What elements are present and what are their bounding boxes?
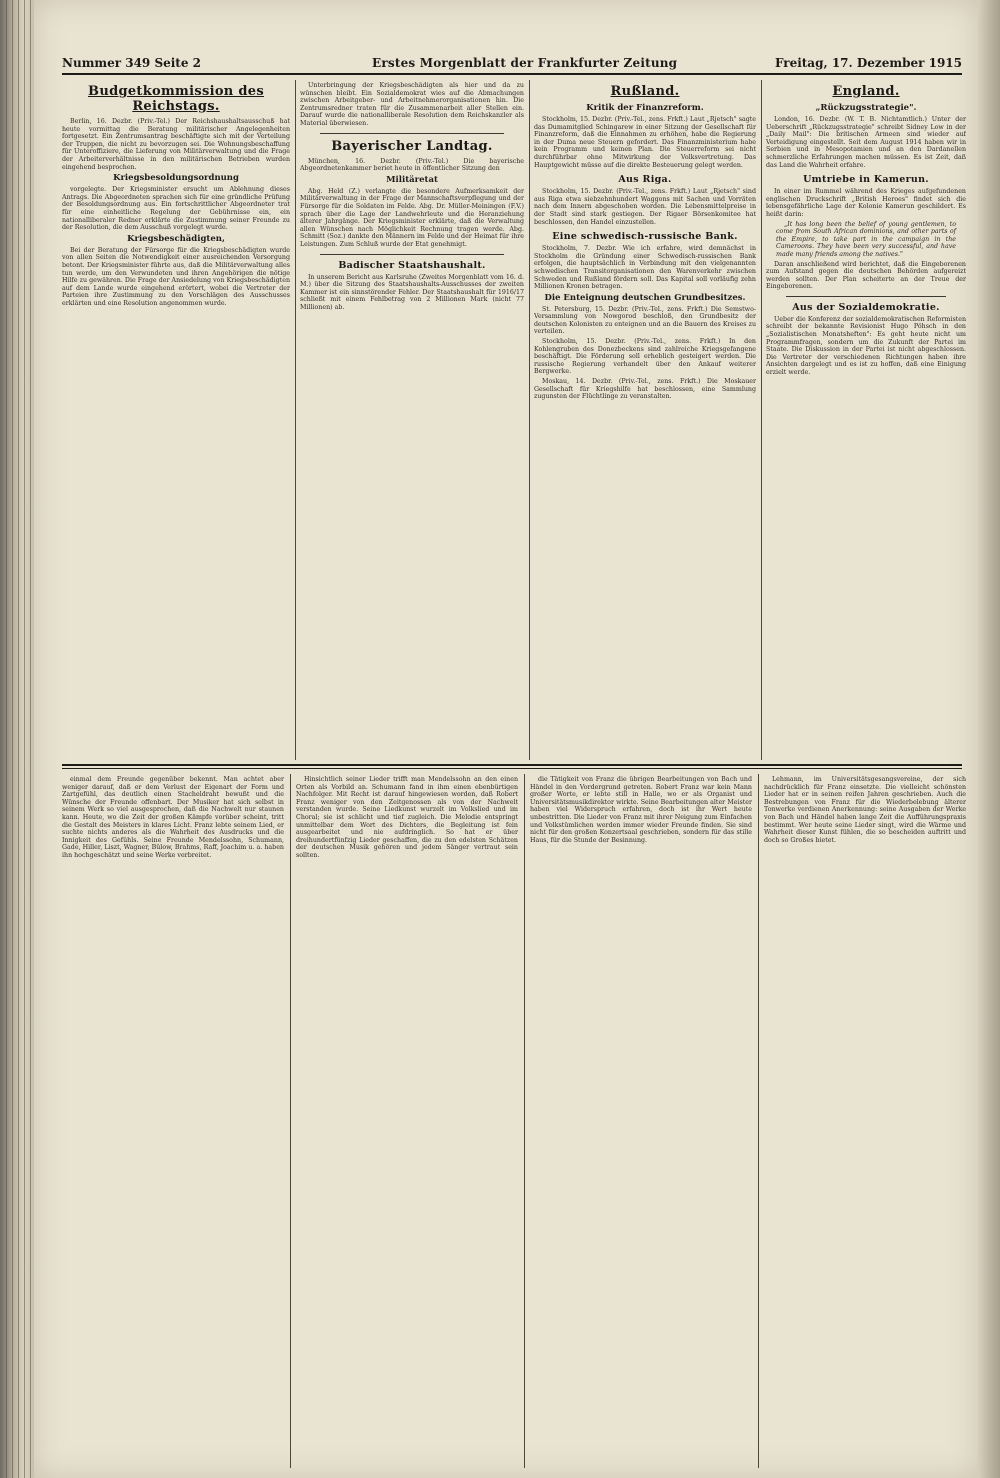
feuilleton-rule [62,764,962,766]
headline-budget-commission: Budgetkommission des Reichstags. [88,84,264,114]
article-paragraph: Stockholm, 15. Dezbr. (Priv.-Tel., zens. Frkft.) In den Kohlengruben des Donezbeckens sind zahlreiche Kriegsgefangene beschäftigt. Die Förderung soll erheblich gesteigert werden. Die russische Regierung verhandelt über den Ankauf weiterer Bergwerke. [534,338,756,376]
subheading-expropriation: Die Enteignung deutschen Grundbesitzes. [544,292,746,303]
article-paragraph: Abg. Held (Z.) verlangte die besondere Aufmerksamkeit der Militärverwaltung in der Frage der Mannschaftsverpflegung und der Fürsorge für die Soldaten im Felde. Abg. Dr. Müller-Meiningen (F.V.) sprach über die Lage der Landwehrleute und die Heranziehung älterer Jahrgänge. Der Kriegsminister erklärte, daß die Verwaltung allen Wünschen nach Möglichkeit Rechnung tragen werde. Abg. Schmitt (Soz.) dankte den Männern im Felde und der Heimat für ihre Leistungen. Zum Schluß wurde der Etat genehmigt. [300,187,524,248]
feuilleton-column-2 [296,776,518,1466]
headline-russia: Rußland. [610,84,680,99]
column-divider [524,774,525,1468]
article-paragraph: Stockholm, 15. Dezbr. (Priv.-Tel., zens. Frkft.) Laut „Rjetsch" sagte das Dumamitglied Schingarew in einer Sitzung der Gesellschaft für Finanzreform, daß die Einnahmen zu erhöhen, habe die Regierung in der Duma neue Steuern gefordert. Das Finanzministerium habe kein Programm und keinen Plan. Die Steuerreform sei nicht durchführbar ohne Mitwirkung der Volksvertretung. Das Hauptgewicht müsse auf die direkte Besteuerung gelegt werden. [534,116,756,169]
column-budget-commission [62,82,290,758]
column-bavaria-baden [300,82,524,758]
english-quote: „It has long been the belief of young gentlemen, to come from South African dominions, and other parts of the Empire, to take part in the campaign in the Cameroons. They have been very successful, and have made many friends among the natives." [776,220,956,258]
article-paragraph: Unterbringung der Kriegsbeschädigten als hier und da zu wünschen bleibt. Ein Sozialdemokrat wies auf die Abmachungen zwischen Arbeitgeber- und Arbeitnehmerorganisationen hin. Die Zentrumsredner traten für die Zusammenarbeit aller Stellen ein. Darauf wurde die nationalliberale Resolution dem Reichskanzler als Material überwiesen. [300,82,524,127]
headline-england: England. [832,84,900,99]
subheading-retreat-strategy: „Rückzugsstrategie". [815,103,917,113]
headline-baden-budget: Badischer Staatshaushalt. [338,259,486,271]
subheading-kriegsbeschaedigte: Kriegsbeschädigten, [127,233,225,244]
article-paragraph: London, 16. Dezbr. (W. T. B. Nichtamtlich.) Unter der Ueberschrift „Rückzugsstrategie" schreibt Sidney Low in der „Daily Mail": Die britischen Armeen sind wieder auf Verteidigung eingestellt. Seit dem August 1914 haben wir in Serbien und in Mesopotamien und an den Dardanellen schmerzliche Erfahrungen machen müssen. Es ist Zeit, daß das Land die Wahrheit erfahre. [766,116,966,169]
column-divider [529,80,530,760]
book-binding [0,0,34,1478]
headline-bavarian-landtag: Bayerischer Landtag. [331,138,493,154]
column-divider [758,774,759,1468]
article-paragraph: Moskau, 14. Dezbr. (Priv.-Tel., zens. Frkft.) Die Moskauer Gesellschaft für Kriegshilfe hat beschlossen, eine Sammlung zugunsten der Flüchtlinge zu veranstalten. [534,378,756,401]
subheading-militaeretat: Militäretat [386,174,438,185]
subheading-finance-reform: Kritik der Finanzreform. [586,103,704,113]
feuilleton-rule-thin [62,768,962,769]
page-edge [978,0,1000,1478]
feuilleton-paragraph: Lehmann, im Universitätsgesangsvereine, der sich nachdrücklich für Franz einsetzte. Die vielleicht schönsten Lieder hat er in seinen reifen Jahren geschrieben. Auch die Bestrebungen von Franz für die Wiederbelebung älterer Tonwerke verdienen Anerkennung: seine Ausgaben der Werke von Bach und Händel haben lange Zeit die Aufführungspraxis bestimmt. Wer heute seine Lieder singt, wird die Wärme und Wahrheit dieser Kunst fühlen, die so bescheiden auftritt und doch so Großes bietet. [764,776,966,844]
subheading-riga: Aus Riga. [618,174,672,186]
article-paragraph: Stockholm, 15. Dezbr. (Priv.-Tel., zens. Frkft.) Laut „Rjetsch" sind aus Riga etwa siebzehnhundert Waggons mit Sachen und Vorräten nach dem Innern abgeschoben worden. Die Lebensmittelpreise in der Stadt sind stark gestiegen. Der Rigaer Börsenkomitee hat beschlossen, den Handel einzustellen. [534,188,756,226]
masthead [62,52,962,72]
feuilleton-paragraph: einmal dem Freunde gegenüber bekennt. Man achtet aber weniger darauf, daß er dem Verlust der Eigenart der Form und Zartgefühl, das deutlich einen Stacheldraht bewußt und die Wünsche der Freunde offenbart. Der Musiker hat sich selbst in seinem Werk so viel ausgesprochen, daß die Nachwelt nur staunen kann. Heute, wo die Zeit der großen Kämpfe vorüber scheint, tritt die Gestalt des Meisters in klares Licht. Franz lebte seinem Lied, er suchte nichts anderes als die Wahrheit des Ausdrucks und die Innigkeit des Gefühls. Seine Freunde Mendelssohn, Schumann, Gade, Hiller, Liszt, Wagner, Bülow, Brahms, Raff, Joachim u. a. haben ihn hochgeschätzt und seine Werke verbreitet. [62,776,284,859]
article-paragraph: Ueber die Konferenz der sozialdemokratischen Reformisten schreibt der bekannte Revisionist Hugo Pöhsch in den „Sozialistischen Monatsheften": Es geht heute nicht um Programmfragen, sondern um die Zukunft der Partei im Staate. Die Diskussion in der Partei ist nicht abgeschlossen. Die Vertreter der verschiedenen Richtungen haben ihre Ansichten dargelegt und es ist zu hoffen, daß eine Einigung erzielt werde. [766,315,966,377]
newspaper-title: Erstes Morgenblatt der Frankfurter Zeitung [372,56,678,70]
section-separator [320,254,504,255]
article-paragraph: In einer im Rummel während des Krieges aufgefundenen englischen Druckschrift „British Heroes" findet sich die lebensgefährliche Lage der Kolonie Kamerun geschildert. Es heißt darin: [766,188,966,218]
feuilleton-paragraph: Hinsichtlich seiner Lieder trifft man Mendelssohn an den einen Orten als Vorbild an. Schumann fand in ihm einen ebenbürtigen Nachfolger. Mit Recht ist darauf hingewiesen worden, daß Robert Franz weniger von den Zeitgenossen als von der Nachwelt verstanden wurde. Seine Liedkunst wurzelt im Volkslied und im Choral; sie ist schlicht und tief zugleich. Die Melodie entspringt unmittelbar dem Wort des Dichters, die Begleitung ist fein ausgearbeitet und nie aufdringlich. So hat er über dreihundertfünfzig Lieder geschaffen, die zu den edelsten Schätzen der deutschen Musik gehören und jedem Sänger vertraut sein sollten. [296,776,518,859]
feuilleton-paragraph: die Tätigkeit von Franz die übrigen Bearbeitungen von Bach und Händel in den Vordergrund getreten. Robert Franz war kein Mann großer Worte, er lebte still in Halle, wo er als Organist und Universitätsmusikdirektor wirkte. Seine Bearbeitungen alter Meister haben viel Widerspruch erfahren, doch ist ihr Wert heute unbestritten. Die Lieder von Franz mit ihrer Neigung zum Einfachen und Volkstümlichen werden immer wieder Freunde finden. Sie sind nicht für den großen Konzertsaal geschrieben, sondern für das stille Haus, für die Stunde der Besinnung. [530,776,752,844]
masthead-rule [62,73,962,75]
article-paragraph: St. Petersburg, 15. Dezbr. (Priv.-Tel., zens. Frkft.) Die Semstwo-Versammlung von Nowgorod beschloß, den Grundbesitz der deutschen Kolonisten zu enteignen und an die Bauern des Kreises zu verteilen. [534,305,756,336]
subheading-cameroon: Umtriebe in Kamerun. [803,174,929,186]
subheading-swedish-russian-bank: Eine schwedisch-russische Bank. [552,231,738,243]
article-paragraph: Berlin, 16. Dezbr. (Priv.-Tel.) Der Reichshaushaltsausschuß hat heute vormittag die Beratung militärischer Angelegenheiten fortgesetzt. Ein Zentrumsantrag beschäftigte sich mit der Verteilung der Truppen, die nicht zu bevorzugen sei. Die Wohnungsbeschaffung für Unteroffiziere, die Lieferung von Militärverwaltung und die Frage der Arbeiterverhältnisse in den militärischen Betrieben wurden eingehend besprochen. [62,118,290,171]
subheading-besoldung: Kriegsbesoldungsordnung [113,173,239,184]
column-england [766,82,966,758]
newspaper-page [34,0,978,1478]
column-russia [534,82,756,758]
column-divider [295,80,296,760]
issue-number: Nummer 349 Seite 2 [62,56,202,70]
article-paragraph: In unserem Bericht aus Karlsruhe (Zweites Morgenblatt vom 16. d. M.) über die Sitzung des Staatshaushalts-Ausschusses der zweiten Kammer ist ein sinnstörender Fehler. Der Staatshaushalt für 1916/17 schließt mit einem Fehlbetrag von 2 Millionen Mark (nicht 77 Millionen) ab. [300,273,524,311]
article-paragraph: Daran anschließend wird berichtet, daß die Eingeborenen zum Aufstand gegen die deutschen Behörden aufgereizt werden sollten. Der Plan scheiterte an der Treue der Eingeborenen. [766,260,966,291]
article-paragraph: vorgelegte. Der Kriegsminister ersucht um Ablehnung dieses Antrags. Die Abgeordneten sprachen sich für eine gründliche Prüfung der Besoldungsordnung aus. Ein fortschrittlicher Abgeordneter trat für eine einheitliche Regelung der Gebührnisse ein, ein nationalliberaler Redner erklärte die Zustimmung seiner Freunde zu der Resolution, die dem Ausschuß vorgelegt wurde. [62,186,290,232]
feuilleton-column-3 [530,776,752,1466]
subheading-social-democracy: Aus der Sozialdemokratie. [792,301,940,313]
column-divider [761,80,762,760]
column-divider [290,774,291,1468]
feuilleton-column-1 [62,776,284,1466]
section-separator [320,133,504,134]
article-paragraph: München, 16. Dezbr. (Priv.-Tel.) Die bayerische Abgeordnetenkammer beriet heute in öffentlicher Sitzung den [300,157,524,173]
issue-date: Freitag, 17. Dezember 1915 [774,56,962,70]
feuilleton-column-4 [764,776,966,1466]
article-paragraph: Stockholm, 7. Dezbr. Wie ich erfahre, wird demnächst in Stockholm die Gründung einer Schwedisch-russischen Bank erfolgen, die hauptsächlich in Verbindung mit den vielgenannten schwedischen Transitorganisationen den Warenverkehr zwischen Schweden und Rußland fördern soll. Das Kapital soll vorläufig zehn Millionen Kronen betragen. [534,245,756,291]
section-separator [786,296,946,297]
article-paragraph: Bei der Beratung der Fürsorge für die Kriegsbeschädigten wurde von allen Seiten die Notwendigkeit einer ausreichenden Versorgung betont. Der Kriegsminister führte aus, daß die Militärverwaltung alles tun werde, um den Verwundeten und ihren Angehörigen die nötige Hilfe zu gewähren. Die Frage der Ansiedelung von Kriegsbeschädigten auf dem Lande wurde eingehend erörtert, wobei die Vertreter der Parteien ihre Zustimmung zu den Vorschlägen des Ausschusses erklärten und eine Resolution angenommen wurde. [62,246,290,307]
